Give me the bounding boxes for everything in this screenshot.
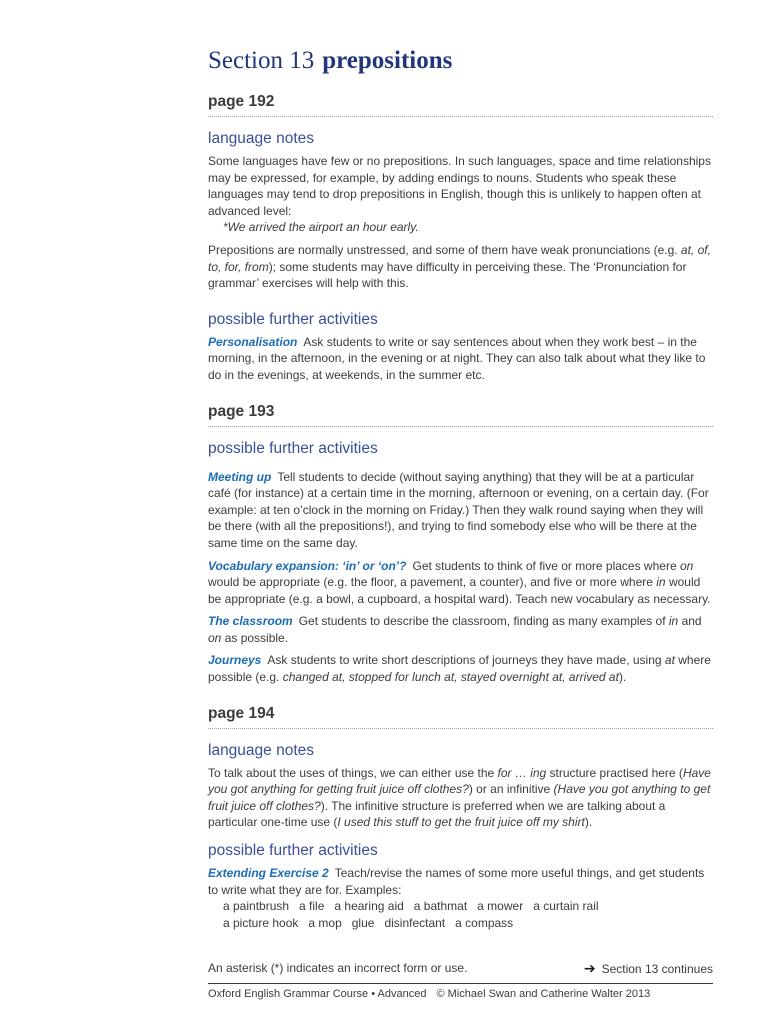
footer-divider	[208, 983, 713, 984]
continues-label: Section 13 continues	[601, 962, 713, 976]
example-word: a bathmat	[413, 899, 468, 914]
example-word: a mop	[308, 915, 342, 930]
activity-meeting-up: Meeting up Tell students to decide (without saying anything) that they will be at a particular café (for instance) at a certain time in the morning, afternoon or evening, on a certain day. (For example: at ten o’clock in the morning on Friday.) Then they walk round saying when they will be there (with all the prepositions!), and trying to find somebody else who will be there at the same time on the same day.	[208, 469, 709, 550]
language-notes-heading: language notes	[208, 741, 315, 759]
section-topic: prepositions	[322, 47, 453, 74]
activity-vocabulary-expansion: Vocabulary expansion: ‘in’ or ‘on’? Get students to think of five or more places where on would be appropriate (e.g. the floor, a pavement, a counter), and five or more where in would be appropriate (e.g. a bowl, a cupboard, a hospital ward). Teach new vocabulary as necessary.	[208, 558, 711, 606]
footnote-bar	[208, 960, 713, 976]
page-footer	[208, 987, 650, 1001]
right-arrow-icon: ➔	[583, 960, 596, 976]
activity-personalisation: Personalisation Ask students to write or say sentences about when they work best – in the morning, in the afternoon, in the evening or at night. They can also talk about what they like to do in the evenings, at weekends, in the summer etc.	[208, 334, 706, 382]
language-notes-heading: language notes	[208, 130, 315, 147]
page-194-heading: page 194	[208, 704, 713, 729]
example-word: disinfectant	[384, 915, 446, 930]
activity-classroom: The classroom Get students to describe the classroom, finding as many examples of in and on as possible.	[208, 614, 702, 645]
activity-extending-exercise: Extending Exercise 2 Teach/revise the names of some more useful things, and get students to write what they are for. Examples:	[208, 866, 705, 897]
notes-paragraph: Prepositions are normally unstressed, and some of them have weak pronunciations (e.g. at, of, to, for, from); some students may have difficulty in perceiving these. The ‘Pronunciation for grammar’ exercises will help with this.	[208, 242, 711, 291]
example-words-row	[208, 915, 713, 932]
example-word: a curtain rail	[533, 899, 599, 914]
further-activities-heading: possible further activities	[208, 310, 378, 328]
activity-title: Vocabulary expansion: ‘in’ or ‘on’?	[208, 558, 407, 573]
copyright: © Michael Swan and Catherine Walter 2013	[436, 988, 651, 1000]
page-193-heading: page 193	[208, 402, 713, 427]
activity-title: Personalisation	[208, 334, 298, 349]
section-number: Section 13	[208, 47, 315, 74]
example-word: a compass	[455, 915, 514, 930]
book-title: Oxford English Grammar Course • Advanced	[208, 988, 427, 1000]
example-word: a hearing aid	[334, 899, 404, 914]
example-sentence: *We arrived the airport an hour early.	[223, 220, 419, 235]
asterisk-note: An asterisk (*) indicates an incorrect form or use.	[208, 961, 468, 975]
example-word: a paintbrush	[223, 899, 290, 914]
example-word: a picture hook	[223, 915, 299, 930]
activity-journeys: Journeys Ask students to write short descriptions of journeys they have made, using at where possible (e.g. changed at, stopped for lunch at, stayed overnight at, arrived at).	[208, 653, 711, 685]
example-word: glue	[351, 915, 375, 930]
section-title	[208, 44, 713, 78]
activity-title: The classroom	[208, 614, 293, 629]
continues-link[interactable]	[584, 960, 713, 977]
further-activities-heading: possible further activities	[208, 439, 378, 457]
further-activities-heading: possible further activities	[208, 842, 378, 860]
notes-paragraph: Some languages have few or no prepositions. In such languages, space and time relationships may be expressed, for example, by adding endings to nouns. Students who speak these languages may tend to drop prepositions in English, though this is unlikely to happen often at advanced level:	[208, 154, 711, 218]
example-words-row	[208, 898, 713, 915]
page-192-heading: page 192	[208, 92, 713, 117]
page-content	[208, 44, 713, 931]
example-word: a file	[299, 899, 325, 914]
notes-paragraph: To talk about the uses of things, we can either use the for … ing structure practised here (Have you got anything for getting fruit juice off clothes?) or an infinitive (Have you got anything to get fruit juice off clothes?). The infinitive structure is preferred when we are talking about a particular one-time use (I used this stuff to get the fruit juice off my shirt).	[208, 765, 711, 830]
activity-title: Extending Exercise 2	[208, 866, 329, 881]
activity-title: Meeting up	[208, 469, 272, 484]
example-word: a mower	[477, 899, 524, 914]
activity-title: Journeys	[208, 653, 262, 668]
